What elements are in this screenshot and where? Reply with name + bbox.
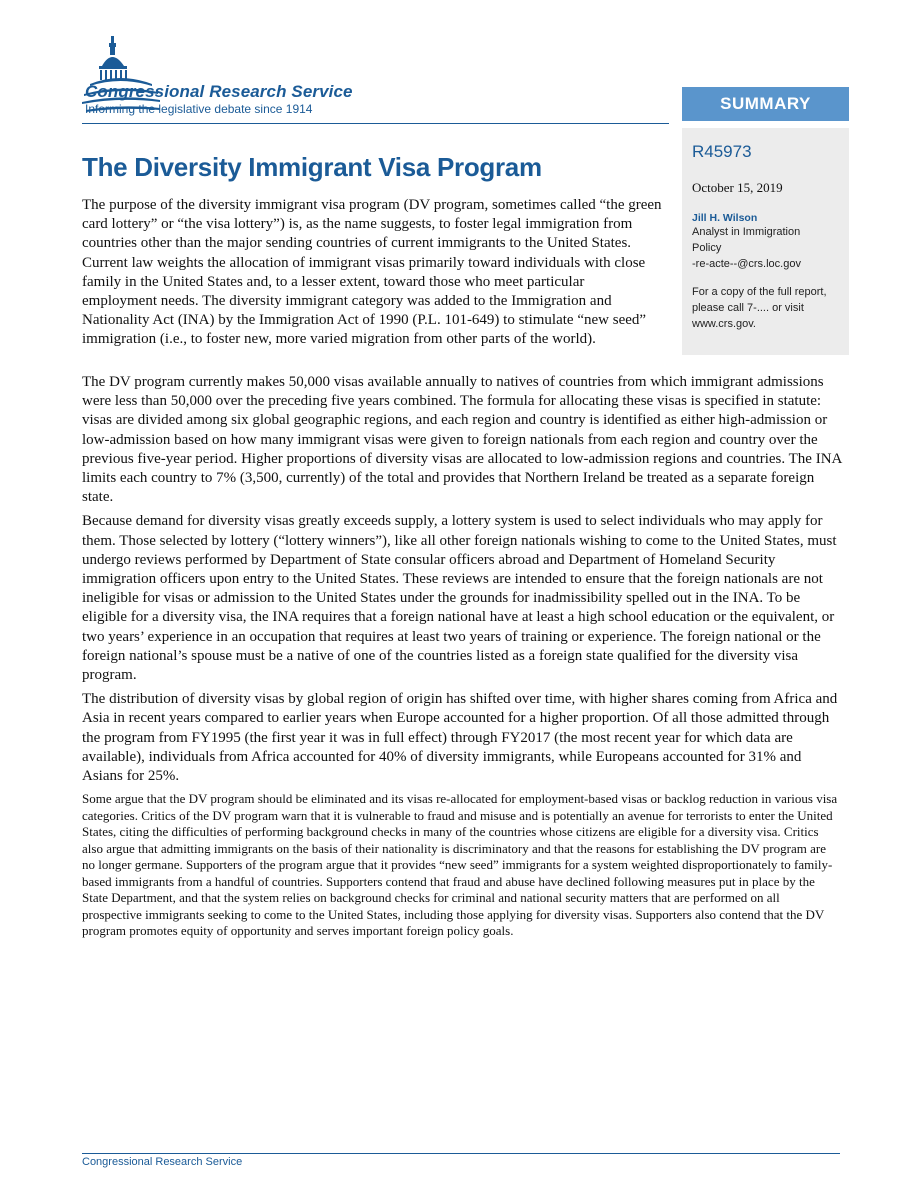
page-title: The Diversity Immigrant Visa Program bbox=[82, 152, 542, 182]
org-name: Congressional Research Service bbox=[85, 82, 353, 101]
author-title-line-2: Policy bbox=[692, 242, 722, 254]
author-name: Jill H. Wilson bbox=[692, 212, 758, 224]
header-divider bbox=[82, 123, 669, 124]
intro-paragraph: The purpose of the diversity immigrant visa program (DV program, sometimes called “the green card lottery” or “the visa lottery”) is, as the name suggests, to foster legal immigration from countries other than the major sending countries of current immigrants to the United States. Current law weights the allocation of immigrant visas primarily toward individuals with close family in the United States and, to a lesser extent, toward those who meet particular employment needs. The diversity immigrant category was added to the Immigration and Nationality Act (INA) by the Immigration Act of 1990 (P.L. 101-649) to stimulate “new seed” immigration (i.e., to foster new, more varied migration from other parts of the world). bbox=[82, 197, 662, 348]
footer-text: Congressional Research Service bbox=[82, 1156, 243, 1168]
summary-sidebar bbox=[682, 128, 849, 355]
report-number: R45973 bbox=[692, 142, 752, 161]
footer-divider bbox=[82, 1153, 840, 1154]
paragraph-distribution: The distribution of diversity visas by global region of origin has shifted over time, with higher shares coming from Africa and Asia in recent years compared to earlier years when Europe accounted for a higher proportion. Of all those admitted through the program from FY1995 (the first year it was in full effect) through FY2017 (the most recent year for which data are available), individuals from Africa accounted for 40% of diversity immigrants, while Europeans accounted for 31% and Asians for 25%. bbox=[82, 691, 838, 785]
paragraph-allocation: The DV program currently makes 50,000 visas available annually to natives of countries from which immigrant admissions were less than 50,000 over the preceding five years combined. The formula for allocating these visas is specified in statute: visas are divided among six global geographic regions, and each region and country is identified as either high-admission or low-admission based on how many immigrant visas were given to foreign nationals from each region and country over the previous five-year period. Higher proportions of diversity visas are allocated to low-admission regions and countries. The INA limits each country to 7% (3,500, currently) of the total and provides that Northern Ireland be treated as a separate foreign state. bbox=[82, 374, 842, 506]
author-email: -re-acte--@crs.loc.gov bbox=[692, 258, 801, 270]
author-title-line-1: Analyst in Immigration bbox=[692, 226, 801, 238]
summary-tab: SUMMARY bbox=[682, 87, 849, 121]
copy-note: For a copy of the full report, please call 7-.... or visit www.crs.gov. bbox=[692, 286, 827, 330]
paragraph-lottery: Because demand for diversity visas greatly exceeds supply, a lottery system is used to select individuals who may apply for them. Those selected by lottery (“lottery winners”), like all other foreign nationals wishing to come to the United States, must undergo reviews performed by Department of State consular officers abroad and Department of Homeland Security immigration officers upon entry to the United States. These reviews are intended to ensure that the foreign nationals are not ineligible for visas or admission to the United States under the grounds for inadmissibility spelled out in the INA. To be eligible for a diversity visa, the INA requires that a foreign national have at least a high school education or the equivalent, or two years’ experience in an occupation that requires at least two years of training or experience. The foreign national or the foreign national’s spouse must be a native of one of the countries listed as a foreign state qualified for the diversity visa program. bbox=[82, 513, 837, 684]
org-tagline: Informing the legislative debate since 1914 bbox=[85, 102, 313, 116]
report-date: October 15, 2019 bbox=[692, 180, 783, 195]
body-text bbox=[82, 373, 842, 945]
paragraph-debate: Some argue that the DV program should be eliminated and its visas re-allocated for employment-based visas or backlog reduction in various visa categories. Critics of the DV program warn that it is vulnerable to fraud and misuse and is potentially an avenue for terrorists to enter the United States, citing the difficulties of performing background checks in many of the countries whose citizens are eligible for a diversity visa. Critics also argue that admitting immigrants on the basis of their nationality is discriminatory and that the reasons for establishing the DV program are no longer germane. Supporters of the program argue that it provides “new seed” immigrants for a system weighted disproportionately to family-based immigrants from a handful of countries. Supporters contend that fraud and abuse have declined following measures put in place by the State Department, and that the system relies on background checks for criminal and national security matters that are performed on all prospective immigrants seeking to come to the United States, including those applying for diversity visas. Supporters also contend that the DV program promotes equity of opportunity and serves important foreign policy goals. bbox=[82, 791, 838, 939]
